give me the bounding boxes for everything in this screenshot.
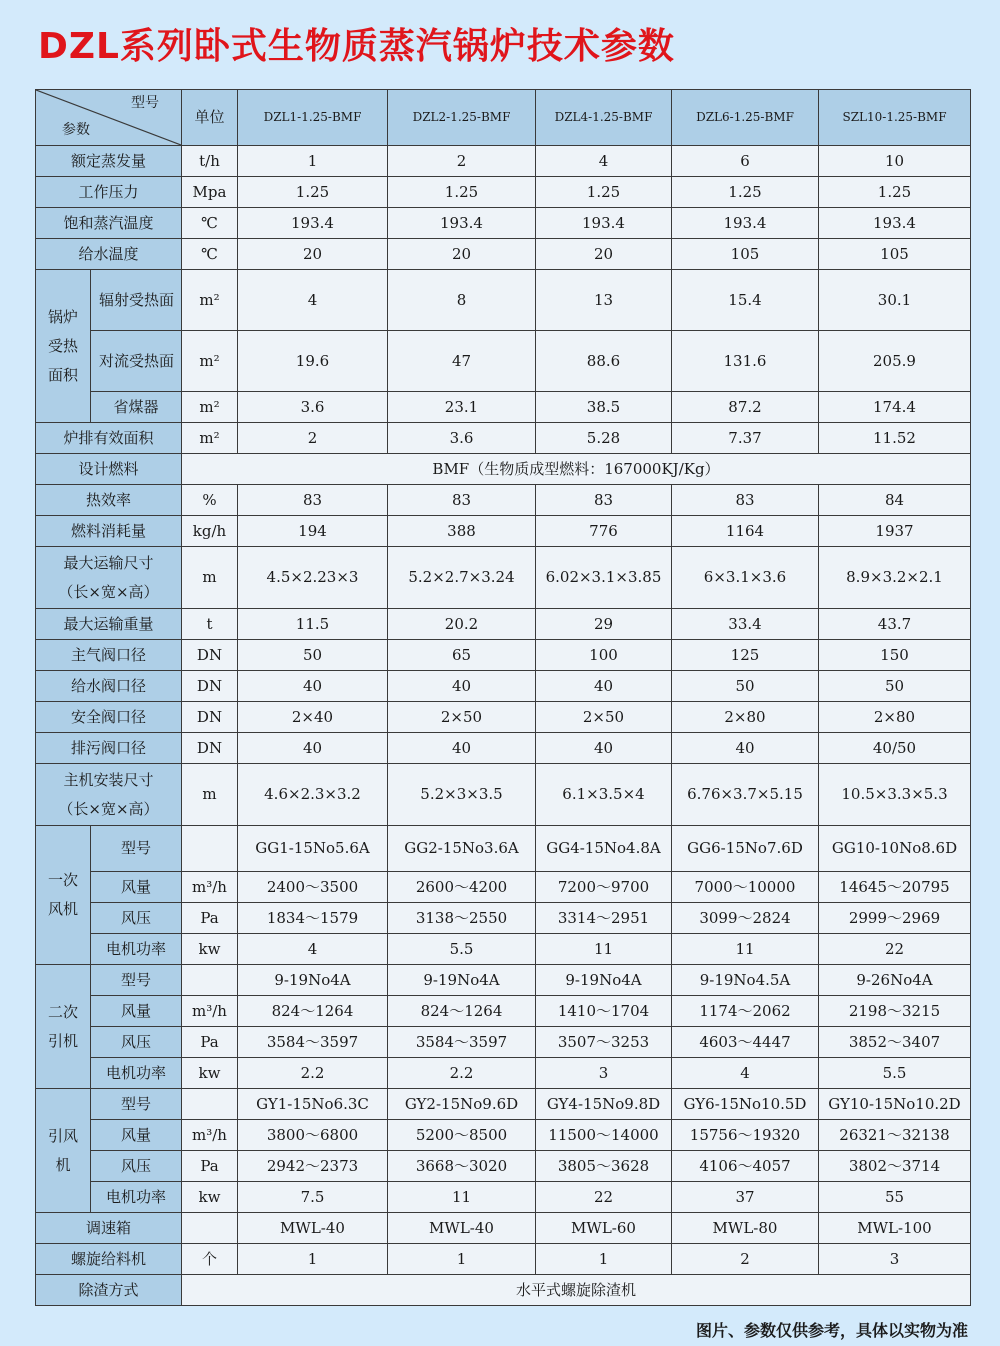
value-cell: 9-26No4A bbox=[819, 965, 971, 996]
table-row bbox=[36, 702, 971, 733]
value-cell: 14645～20795 bbox=[819, 872, 971, 903]
secondary-fan-group: 二次引机 bbox=[36, 965, 91, 1089]
table-row bbox=[36, 1089, 971, 1120]
value-cell: 6.76×3.7×5.15 bbox=[672, 764, 819, 826]
value-cell: 19.6 bbox=[238, 331, 388, 392]
value-cell: GY1-15No6.3C bbox=[238, 1089, 388, 1120]
value-cell: 83 bbox=[238, 485, 388, 516]
value-cell: 2.2 bbox=[388, 1058, 536, 1089]
value-cell: 6.02×3.1×3.85 bbox=[536, 547, 672, 609]
table-row bbox=[36, 764, 971, 826]
value-cell: 193.4 bbox=[672, 208, 819, 239]
table-row bbox=[36, 1120, 971, 1151]
table-row bbox=[36, 331, 971, 392]
value-cell: 4106～4057 bbox=[672, 1151, 819, 1182]
value-cell: 11.52 bbox=[819, 423, 971, 454]
value-cell: 8 bbox=[388, 270, 536, 331]
unit-cell: m³/h bbox=[182, 996, 238, 1027]
table-row bbox=[36, 671, 971, 702]
value-cell: 4.5×2.23×3 bbox=[238, 547, 388, 609]
value-cell: 388 bbox=[388, 516, 536, 547]
table-row bbox=[36, 826, 971, 872]
value-cell: 2.2 bbox=[238, 1058, 388, 1089]
value-cell: 105 bbox=[672, 239, 819, 270]
value-cell: 83 bbox=[536, 485, 672, 516]
unit-cell: DN bbox=[182, 640, 238, 671]
value-cell: 4 bbox=[238, 270, 388, 331]
value-cell: 3 bbox=[536, 1058, 672, 1089]
value-cell: 2 bbox=[388, 146, 536, 177]
diagonal-line bbox=[36, 90, 181, 145]
value-cell: 10 bbox=[819, 146, 971, 177]
model-header-label: 型号 bbox=[131, 95, 159, 111]
unit-cell: ℃ bbox=[182, 239, 238, 270]
value-cell: 6.1×3.5×4 bbox=[536, 764, 672, 826]
value-cell: 10.5×3.3×5.3 bbox=[819, 764, 971, 826]
value-cell: 9-19No4A bbox=[536, 965, 672, 996]
value-cell: 15.4 bbox=[672, 270, 819, 331]
sub-param-label: 风压 bbox=[91, 1027, 182, 1058]
value-cell: 23.1 bbox=[388, 392, 536, 423]
value-cell: 40 bbox=[536, 733, 672, 764]
value-cell: 193.4 bbox=[388, 208, 536, 239]
value-cell: 38.5 bbox=[536, 392, 672, 423]
value-cell: 2×80 bbox=[672, 702, 819, 733]
unit-cell: m bbox=[182, 547, 238, 609]
value-cell: 33.4 bbox=[672, 609, 819, 640]
sub-param-label: 电机功率 bbox=[91, 934, 182, 965]
value-cell: 824～1264 bbox=[238, 996, 388, 1027]
table-row bbox=[36, 1275, 971, 1306]
unit-cell: m² bbox=[182, 392, 238, 423]
heating-area-group: 锅炉受热面积 bbox=[36, 270, 91, 423]
value-cell: 40/50 bbox=[819, 733, 971, 764]
param-label: 调速箱 bbox=[36, 1213, 182, 1244]
unit-cell: Pa bbox=[182, 903, 238, 934]
value-cell: 193.4 bbox=[536, 208, 672, 239]
model-header: DZL1-1.25-BMF bbox=[238, 90, 388, 146]
value-cell: 20 bbox=[238, 239, 388, 270]
value-cell: 9-19No4.5A bbox=[672, 965, 819, 996]
table-row bbox=[36, 1244, 971, 1275]
param-label: 给水温度 bbox=[36, 239, 182, 270]
unit-cell: t bbox=[182, 609, 238, 640]
model-header: SZL10-1.25-BMF bbox=[819, 90, 971, 146]
value-cell: 1834～1579 bbox=[238, 903, 388, 934]
value-cell: 3805～3628 bbox=[536, 1151, 672, 1182]
unit-header: 单位 bbox=[182, 90, 238, 146]
value-cell: 125 bbox=[672, 640, 819, 671]
param-label bbox=[36, 547, 182, 609]
unit-cell bbox=[182, 1089, 238, 1120]
value-cell: 2942～2373 bbox=[238, 1151, 388, 1182]
value-cell: 37 bbox=[672, 1182, 819, 1213]
value-cell: 1937 bbox=[819, 516, 971, 547]
footnote: 图片、参数仅供参考，具体以实物为准 bbox=[695, 1321, 968, 1340]
unit-cell: m³/h bbox=[182, 1120, 238, 1151]
param-label: 最大运输重量 bbox=[36, 609, 182, 640]
value-cell: 9-19No4A bbox=[238, 965, 388, 996]
table-row bbox=[36, 872, 971, 903]
value-cell: 3584～3597 bbox=[238, 1027, 388, 1058]
value-cell: 3138～2550 bbox=[388, 903, 536, 934]
value-cell: MWL-40 bbox=[238, 1213, 388, 1244]
value-cell: MWL-100 bbox=[819, 1213, 971, 1244]
value-cell: 20 bbox=[388, 239, 536, 270]
value-cell: 50 bbox=[238, 640, 388, 671]
value-cell: 4.6×2.3×3.2 bbox=[238, 764, 388, 826]
unit-cell: m bbox=[182, 764, 238, 826]
sub-param-label: 型号 bbox=[91, 826, 182, 872]
value-cell: 174.4 bbox=[819, 392, 971, 423]
value-cell: 8.9×3.2×2.1 bbox=[819, 547, 971, 609]
value-cell: MWL-40 bbox=[388, 1213, 536, 1244]
value-cell: 100 bbox=[536, 640, 672, 671]
value-cell: MWL-60 bbox=[536, 1213, 672, 1244]
value-cell: 7000～10000 bbox=[672, 872, 819, 903]
table-row bbox=[36, 934, 971, 965]
value-cell: 3 bbox=[819, 1244, 971, 1275]
param-label: 排污阀口径 bbox=[36, 733, 182, 764]
table-row bbox=[36, 965, 971, 996]
table-row bbox=[36, 90, 971, 146]
table-row bbox=[36, 640, 971, 671]
value-cell: 22 bbox=[536, 1182, 672, 1213]
table-row bbox=[36, 423, 971, 454]
page-title: DZL系列卧式生物质蒸汽锅炉技术参数 bbox=[38, 26, 675, 67]
value-cell: 4 bbox=[672, 1058, 819, 1089]
primary-fan-group: 一次风机 bbox=[36, 826, 91, 965]
value-cell: 3668～3020 bbox=[388, 1151, 536, 1182]
sub-param-label: 型号 bbox=[91, 1089, 182, 1120]
table-row bbox=[36, 516, 971, 547]
value-cell: 1 bbox=[388, 1244, 536, 1275]
value-cell: 11 bbox=[672, 934, 819, 965]
value-cell: 1164 bbox=[672, 516, 819, 547]
value-cell: 5.2×2.7×3.24 bbox=[388, 547, 536, 609]
value-cell: 2400～3500 bbox=[238, 872, 388, 903]
param-label: 螺旋给料机 bbox=[36, 1244, 182, 1275]
value-cell: 3852～3407 bbox=[819, 1027, 971, 1058]
value-cell: 193.4 bbox=[238, 208, 388, 239]
value-cell: 88.6 bbox=[536, 331, 672, 392]
header-diagonal-cell bbox=[36, 90, 182, 146]
model-header: DZL6-1.25-BMF bbox=[672, 90, 819, 146]
param-label: 热效率 bbox=[36, 485, 182, 516]
value-cell: 2×40 bbox=[238, 702, 388, 733]
value-cell: 1.25 bbox=[388, 177, 536, 208]
unit-cell bbox=[182, 826, 238, 872]
value-cell: 150 bbox=[819, 640, 971, 671]
label-line: （长×宽×高） bbox=[58, 582, 159, 601]
param-label: 安全阀口径 bbox=[36, 702, 182, 733]
value-cell: 4 bbox=[238, 934, 388, 965]
value-cell: 5.5 bbox=[819, 1058, 971, 1089]
value-cell: 9-19No4A bbox=[388, 965, 536, 996]
param-label: 燃料消耗量 bbox=[36, 516, 182, 547]
model-header: DZL4-1.25-BMF bbox=[536, 90, 672, 146]
value-cell: 2 bbox=[672, 1244, 819, 1275]
value-cell: 3800～6800 bbox=[238, 1120, 388, 1151]
unit-cell: t/h bbox=[182, 146, 238, 177]
value-cell: 40 bbox=[238, 671, 388, 702]
label-line: 最大运输尺寸 bbox=[63, 553, 154, 572]
value-cell: 2999～2969 bbox=[819, 903, 971, 934]
value-cell: 5.5 bbox=[388, 934, 536, 965]
value-cell: 3099～2824 bbox=[672, 903, 819, 934]
value-cell: 47 bbox=[388, 331, 536, 392]
param-label: 额定蒸发量 bbox=[36, 146, 182, 177]
value-cell: 50 bbox=[819, 671, 971, 702]
unit-cell: kw bbox=[182, 1182, 238, 1213]
value-cell: 3802～3714 bbox=[819, 1151, 971, 1182]
unit-cell: kw bbox=[182, 1058, 238, 1089]
unit-cell: m² bbox=[182, 423, 238, 454]
table-row bbox=[36, 996, 971, 1027]
value-cell: 30.1 bbox=[819, 270, 971, 331]
spec-table bbox=[35, 89, 971, 1306]
value-cell: 2×50 bbox=[388, 702, 536, 733]
table-row bbox=[36, 733, 971, 764]
value-cell: 1 bbox=[536, 1244, 672, 1275]
sub-param-label: 对流受热面 bbox=[91, 331, 182, 392]
value-cell: 11500～14000 bbox=[536, 1120, 672, 1151]
value-cell: 55 bbox=[819, 1182, 971, 1213]
sub-param-label: 型号 bbox=[91, 965, 182, 996]
value-cell: BMF（生物质成型燃料：167000KJ/Kg） bbox=[182, 454, 971, 485]
value-cell: 29 bbox=[536, 609, 672, 640]
table-row bbox=[36, 1151, 971, 1182]
value-cell: GG6-15No7.6D bbox=[672, 826, 819, 872]
value-cell: GY4-15No9.8D bbox=[536, 1089, 672, 1120]
value-cell: GG10-10No8.6D bbox=[819, 826, 971, 872]
value-cell: 22 bbox=[819, 934, 971, 965]
value-cell: 83 bbox=[388, 485, 536, 516]
value-cell: 43.7 bbox=[819, 609, 971, 640]
value-cell: 50 bbox=[672, 671, 819, 702]
value-cell: 1.25 bbox=[672, 177, 819, 208]
value-cell: 7.5 bbox=[238, 1182, 388, 1213]
value-cell: 40 bbox=[238, 733, 388, 764]
table-row bbox=[36, 270, 971, 331]
value-cell: 776 bbox=[536, 516, 672, 547]
value-cell: 水平式螺旋除渣机 bbox=[182, 1275, 971, 1306]
param-label: 主气阀口径 bbox=[36, 640, 182, 671]
value-cell: 20 bbox=[536, 239, 672, 270]
value-cell: 1174～2062 bbox=[672, 996, 819, 1027]
param-label: 设计燃料 bbox=[36, 454, 182, 485]
sub-param-label: 电机功率 bbox=[91, 1182, 182, 1213]
table-row bbox=[36, 609, 971, 640]
value-cell: 3507～3253 bbox=[536, 1027, 672, 1058]
unit-cell: m² bbox=[182, 270, 238, 331]
value-cell: 2×50 bbox=[536, 702, 672, 733]
value-cell: GG4-15No4.8A bbox=[536, 826, 672, 872]
value-cell: 40 bbox=[536, 671, 672, 702]
value-cell: GY6-15No10.5D bbox=[672, 1089, 819, 1120]
value-cell: 6 bbox=[672, 146, 819, 177]
value-cell: 2198～3215 bbox=[819, 996, 971, 1027]
param-label: 饱和蒸汽温度 bbox=[36, 208, 182, 239]
value-cell: 2600～4200 bbox=[388, 872, 536, 903]
value-cell: 1.25 bbox=[238, 177, 388, 208]
value-cell: 13 bbox=[536, 270, 672, 331]
value-cell: 40 bbox=[388, 671, 536, 702]
table-row bbox=[36, 239, 971, 270]
value-cell: 1 bbox=[238, 1244, 388, 1275]
unit-cell: % bbox=[182, 485, 238, 516]
unit-cell: Pa bbox=[182, 1027, 238, 1058]
table-row bbox=[36, 1058, 971, 1089]
param-label: 工作压力 bbox=[36, 177, 182, 208]
unit-cell: m² bbox=[182, 331, 238, 392]
value-cell: 3314～2951 bbox=[536, 903, 672, 934]
value-cell: 40 bbox=[388, 733, 536, 764]
param-label: 炉排有效面积 bbox=[36, 423, 182, 454]
table-row bbox=[36, 1213, 971, 1244]
value-cell: MWL-80 bbox=[672, 1213, 819, 1244]
value-cell: 3584～3597 bbox=[388, 1027, 536, 1058]
value-cell: 65 bbox=[388, 640, 536, 671]
value-cell: 7.37 bbox=[672, 423, 819, 454]
table-row bbox=[36, 454, 971, 485]
value-cell: 5.28 bbox=[536, 423, 672, 454]
sub-param-label: 风量 bbox=[91, 996, 182, 1027]
unit-cell: 个 bbox=[182, 1244, 238, 1275]
unit-cell: ℃ bbox=[182, 208, 238, 239]
value-cell: 131.6 bbox=[672, 331, 819, 392]
unit-cell: kw bbox=[182, 934, 238, 965]
value-cell: 2 bbox=[238, 423, 388, 454]
table-row bbox=[36, 1027, 971, 1058]
unit-cell: kg/h bbox=[182, 516, 238, 547]
param-label: 除渣方式 bbox=[36, 1275, 182, 1306]
value-cell: 3.6 bbox=[388, 423, 536, 454]
label-line: 主机安装尺寸 bbox=[63, 770, 154, 789]
value-cell: 1410～1704 bbox=[536, 996, 672, 1027]
sub-param-label: 省煤器 bbox=[91, 392, 182, 423]
unit-cell: Pa bbox=[182, 1151, 238, 1182]
value-cell: 193.4 bbox=[819, 208, 971, 239]
value-cell: 3.6 bbox=[238, 392, 388, 423]
value-cell: 11.5 bbox=[238, 609, 388, 640]
sub-param-label: 风压 bbox=[91, 1151, 182, 1182]
unit-cell: Mpa bbox=[182, 177, 238, 208]
table-row bbox=[36, 485, 971, 516]
sub-param-label: 辐射受热面 bbox=[91, 270, 182, 331]
label-line: （长×宽×高） bbox=[58, 799, 159, 818]
unit-cell: DN bbox=[182, 702, 238, 733]
value-cell: GG2-15No3.6A bbox=[388, 826, 536, 872]
value-cell: 15756～19320 bbox=[672, 1120, 819, 1151]
param-label bbox=[36, 764, 182, 826]
table-row bbox=[36, 547, 971, 609]
param-label: 给水阀口径 bbox=[36, 671, 182, 702]
value-cell: 1.25 bbox=[819, 177, 971, 208]
sub-param-label: 风量 bbox=[91, 872, 182, 903]
induced-fan-group: 引风机 bbox=[36, 1089, 91, 1213]
value-cell: 11 bbox=[388, 1182, 536, 1213]
unit-cell: DN bbox=[182, 733, 238, 764]
value-cell: 824～1264 bbox=[388, 996, 536, 1027]
value-cell: GG1-15No5.6A bbox=[238, 826, 388, 872]
table-row bbox=[36, 903, 971, 934]
unit-cell: m³/h bbox=[182, 872, 238, 903]
value-cell: 20.2 bbox=[388, 609, 536, 640]
value-cell: GY10-15No10.2D bbox=[819, 1089, 971, 1120]
value-cell: 194 bbox=[238, 516, 388, 547]
value-cell: 2×80 bbox=[819, 702, 971, 733]
value-cell: 4 bbox=[536, 146, 672, 177]
table-row bbox=[36, 392, 971, 423]
value-cell: 40 bbox=[672, 733, 819, 764]
value-cell: 5200～8500 bbox=[388, 1120, 536, 1151]
value-cell: 6×3.1×3.6 bbox=[672, 547, 819, 609]
value-cell: 1 bbox=[238, 146, 388, 177]
table-row bbox=[36, 1182, 971, 1213]
value-cell: 7200～9700 bbox=[536, 872, 672, 903]
unit-cell: DN bbox=[182, 671, 238, 702]
value-cell: 87.2 bbox=[672, 392, 819, 423]
value-cell: 83 bbox=[672, 485, 819, 516]
value-cell: 26321～32138 bbox=[819, 1120, 971, 1151]
value-cell: 4603～4447 bbox=[672, 1027, 819, 1058]
table-row bbox=[36, 177, 971, 208]
unit-cell bbox=[182, 1213, 238, 1244]
table-row bbox=[36, 146, 971, 177]
value-cell: 84 bbox=[819, 485, 971, 516]
table-row bbox=[36, 208, 971, 239]
value-cell: 5.2×3×3.5 bbox=[388, 764, 536, 826]
value-cell: 1.25 bbox=[536, 177, 672, 208]
model-header: DZL2-1.25-BMF bbox=[388, 90, 536, 146]
sub-param-label: 风量 bbox=[91, 1120, 182, 1151]
sub-param-label: 电机功率 bbox=[91, 1058, 182, 1089]
value-cell: 11 bbox=[536, 934, 672, 965]
value-cell: 105 bbox=[819, 239, 971, 270]
unit-cell bbox=[182, 965, 238, 996]
param-header-label: 参数 bbox=[62, 122, 90, 138]
sub-param-label: 风压 bbox=[91, 903, 182, 934]
value-cell: GY2-15No9.6D bbox=[388, 1089, 536, 1120]
value-cell: 205.9 bbox=[819, 331, 971, 392]
